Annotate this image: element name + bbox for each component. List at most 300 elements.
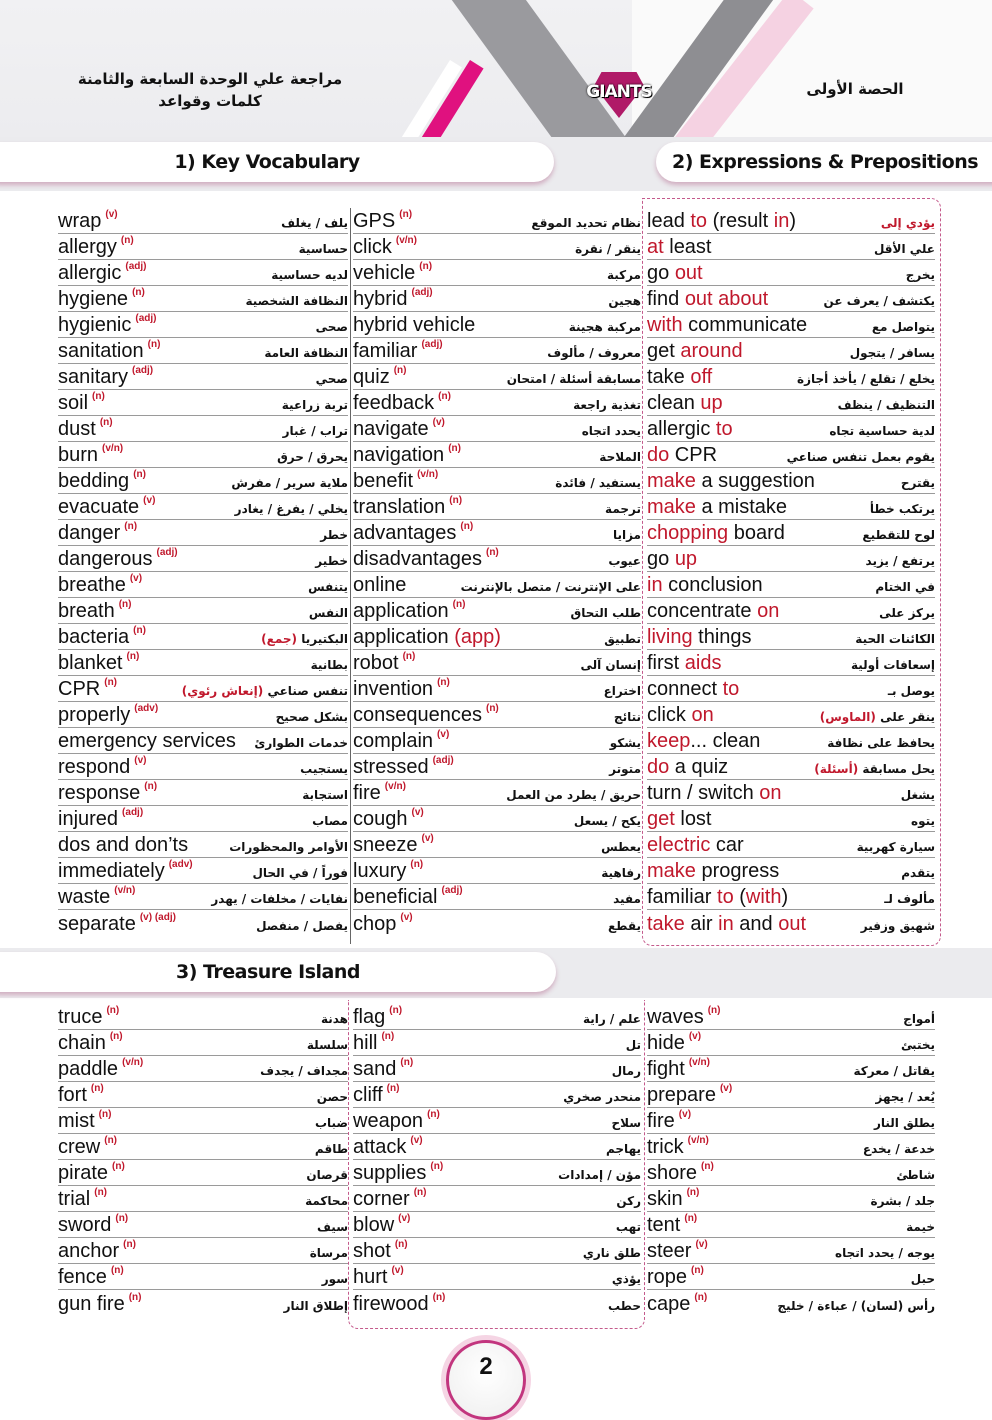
preposition-highlight: to [722,678,740,700]
part-of-speech: (n) [437,677,450,688]
expression-part: concentrate [647,600,758,622]
term-text: paddle [58,1058,119,1080]
part-of-speech: (n) [452,599,466,610]
part-of-speech: (n) [106,1005,120,1016]
preposition-highlight: keep [647,730,691,752]
arabic-meaning: يفصل / منفصل [256,919,348,933]
english-term [353,418,445,440]
term-text: sand [353,1058,397,1080]
english-term [58,782,157,804]
vocab-row [58,910,348,936]
expression-row [647,910,935,936]
expression-text [647,314,807,336]
part-of-speech: (v/n) [395,235,417,246]
expression-row [647,650,935,676]
preposition-highlight: out about [684,288,769,310]
vocab-row [647,1238,935,1264]
expression-part: ( [733,886,746,908]
arabic-meaning: يوصل بـ [887,684,935,698]
arabic-meaning: نتائج [613,710,641,724]
english-term [353,1214,410,1236]
expression-part: allergic [647,418,716,440]
english-term [58,756,147,778]
arabic-meaning: هجين [608,294,641,308]
english-term [58,392,105,414]
part-of-speech: (v/n) [688,1057,710,1068]
expression-part: click [647,704,692,726]
arabic-meaning: تربة زراعية [281,398,348,412]
part-of-speech: (n) [460,521,474,532]
arabic-note: (الماوس) [819,710,876,724]
part-of-speech: (v) [129,573,143,584]
expression-row [647,468,935,494]
part-of-speech: (adj) [441,885,463,896]
expression-part: connect [647,678,723,700]
term-text: complain [353,730,434,752]
arabic-meaning: مرساة [309,1246,348,1260]
arabic-meaning: عيوب [608,554,641,568]
preposition-highlight: get [647,808,675,830]
arabic-meaning: البكتيريا (جمع) [261,632,348,646]
english-term [58,262,146,284]
part-of-speech: (n) [115,1213,129,1224]
part-of-speech: (v) [398,1213,411,1224]
term-text: hybrid [353,288,408,310]
part-of-speech: (v) [719,1083,733,1094]
arabic-note: (إنعاش رئوي) [181,684,264,698]
arabic-meaning: جلد / بشرة [870,1194,935,1208]
term-text: blanket [58,652,123,674]
expression-text [647,418,733,440]
english-term [353,1266,404,1288]
preposition-highlight: with [745,886,782,908]
vocab-row [647,1030,935,1056]
arabic-meaning: النظافة العامة [264,346,348,360]
part-of-speech: (n) [419,261,433,272]
arabic-meaning: الأوامر والمحظورات [229,840,348,854]
part-of-speech: (v) [391,1265,404,1276]
english-term [647,1162,714,1184]
expressions-column [647,208,935,936]
vocab-row [58,832,348,858]
vocab-row [353,1212,641,1238]
arabic-meaning: ملاية سرير / مفرش [231,476,348,490]
expression-text [647,860,779,882]
arabic-meaning: يقوم بعمل تنفس صناعي [786,450,935,464]
term-text: gun fire [58,1293,125,1315]
vocab-row [353,364,641,390]
arabic-meaning: يسافر / يتجول [849,346,935,360]
term-highlight: (app) [454,626,501,648]
treasure-column-3 [647,1004,935,1316]
preposition-highlight: make [647,860,696,882]
english-term [58,1188,107,1210]
arabic-meaning: شهيق وزفير [860,919,935,933]
expression-row [647,598,935,624]
expression-text [647,704,714,726]
term-text: waste [58,886,111,908]
term-text: chain [58,1032,106,1054]
expression-text [647,678,739,700]
arabic-meaning: محاكمة [305,1194,348,1208]
vocab-row [58,286,348,312]
arabic-meaning: لوح للتقطيع [862,528,935,542]
expression-part: a quiz [669,756,729,778]
term-text: bacteria [58,626,130,648]
header-right-title: الحصة الأولى [806,80,904,98]
arabic-meaning: ترجمة [605,502,641,516]
vocab-row [58,1082,348,1108]
vocab-row [353,780,641,806]
english-term [58,1266,124,1288]
part-of-speech: (v) [410,1135,423,1146]
expression-text [647,730,760,752]
term-text: shore [647,1162,698,1184]
english-term [58,236,134,258]
expression-text [647,652,721,674]
english-term [353,1240,408,1262]
part-of-speech: (n) [118,599,132,610]
term-text: sanitation [58,340,144,362]
vocab-row [353,624,641,650]
part-of-speech: (n) [386,1083,400,1094]
term-text: familiar [353,340,418,362]
vocab-row [58,702,348,728]
part-of-speech: (v) [411,807,424,818]
english-term [58,522,137,544]
treasure-column-1 [58,1004,348,1316]
english-term [647,1110,691,1132]
vocab-row [647,1264,935,1290]
vocab-row [353,208,641,234]
arabic-meaning: يخلع / تقلع / يأخذ أجازة [797,372,935,386]
expression-text [647,210,796,232]
english-term [353,913,413,935]
english-term [353,1084,399,1106]
expression-text [647,340,743,362]
english-term [353,392,451,414]
english-term [58,340,160,362]
arabic-meaning: إطلاق النار [283,1299,348,1313]
term-text: dust [58,418,96,440]
expression-part: (result [707,210,774,232]
part-of-speech: (n) [694,1292,708,1303]
preposition-highlight: do [647,756,670,778]
english-term [353,1293,445,1315]
giants-logo [584,72,654,122]
expression-row [647,806,935,832]
term-text: online [353,574,407,596]
english-term [353,470,438,492]
preposition-highlight: aids [684,652,722,674]
term-text: burn [58,444,99,466]
part-of-speech: (n) [120,235,134,246]
term-text: truce [58,1006,103,1028]
english-term [353,678,450,700]
expression-row [647,728,935,754]
part-of-speech: (n) [449,495,463,506]
arabic-meaning: يتقدم [901,866,935,880]
expression-part: go [647,262,675,284]
vocab-row [353,338,641,364]
expression-row [647,208,935,234]
term-text: trick [647,1136,684,1158]
part-of-speech: (n) [90,1083,104,1094]
term-text: anchor [58,1240,120,1262]
arabic-meaning: مركبة [606,268,641,282]
vocab-row [353,910,641,936]
vocab-row [58,1004,348,1030]
vocab-row [58,676,348,702]
part-of-speech: (n) [430,1161,444,1172]
arabic-meaning: سور [321,1272,348,1286]
english-term [353,600,465,622]
expression-text [647,288,768,310]
term-text: application [353,626,449,648]
vocab-row [58,572,348,598]
english-term [353,860,423,882]
vocab-row [353,260,641,286]
part-of-speech: (n) [707,1005,721,1016]
english-term [353,808,424,830]
term-text: blow [353,1214,395,1236]
term-text: hill [353,1032,378,1054]
arabic-meaning: سيارة كهربية [856,840,935,854]
arabic-meaning: يستفيد / فائدة [555,476,641,490]
english-term [353,1136,423,1158]
arabic-meaning: حبل [910,1272,935,1286]
expression-text [647,600,779,622]
part-of-speech: (adj) [132,365,154,376]
arabic-meaning: يقطع [607,919,641,933]
vocab-row [353,598,641,624]
term-text: sword [58,1214,112,1236]
part-of-speech: (n) [485,703,499,714]
english-term [647,1032,701,1054]
section-title-key-vocabulary: 1) Key Vocabulary [0,142,554,182]
arabic-meaning: رأس (لسان) / عباءة / خليج [777,1299,935,1313]
expression-part: a mistake [695,496,788,518]
expression-row [647,702,935,728]
english-term [58,808,143,830]
part-of-speech: (n) [410,859,424,870]
english-term [58,704,158,726]
vocab-row [58,390,348,416]
expression-text [647,470,815,492]
vocab-row [58,1134,348,1160]
vocab-row [353,1160,641,1186]
english-term [58,418,113,440]
part-of-speech: (n) [104,677,118,688]
part-of-speech: (v) [105,209,118,220]
term-text: GPS [353,210,396,232]
term-text: prepare [647,1084,716,1106]
term-text: chop [353,913,397,935]
vocab-row [647,1082,935,1108]
part-of-speech: (n) [109,1031,123,1042]
preposition-highlight: off [690,366,713,388]
expression-text [647,366,712,388]
vocab-row [353,468,641,494]
vocab-row [58,312,348,338]
term-text: rope [647,1266,688,1288]
arabic-meaning: يطلق النار [873,1116,935,1130]
part-of-speech: (adj) [411,287,433,298]
term-text: hygiene [58,288,129,310]
term-text: pirate [58,1162,109,1184]
logo-text: GIANTS [586,82,652,102]
arabic-meaning: يحل مسابقة (أسئلة) [814,762,935,776]
vocab-row [58,520,348,546]
english-term [58,574,142,596]
term-text: click [353,236,392,258]
arabic-meaning: قرصان [306,1168,348,1182]
term-text: bedding [58,470,130,492]
part-of-speech: (n) [99,417,113,428]
term-text: crew [58,1136,101,1158]
expression-part: ) [789,210,796,232]
term-text: hide [647,1032,685,1054]
preposition-highlight: up [700,392,723,414]
arabic-meaning: يتواصل مع [871,320,935,334]
english-term [58,1084,104,1106]
part-of-speech: (n) [147,339,161,350]
arabic-meaning: أمواج [903,1012,935,1026]
part-of-speech: (adj) [432,755,454,766]
header-left-line2: كلمات وقواعد [158,92,262,110]
vocab-row [58,728,348,754]
arabic-meaning: خيمة [906,1220,935,1234]
expression-row [647,780,935,806]
english-term [353,1162,443,1184]
part-of-speech: (n) [394,1239,408,1250]
part-of-speech: (v) [421,833,434,844]
part-of-speech: (v/n) [122,1057,144,1068]
vocab-row [353,858,641,884]
term-text: quiz [353,366,390,388]
term-text: hurt [353,1266,388,1288]
expression-row [647,416,935,442]
part-of-speech: (n) [393,365,407,376]
term-text: breath [58,600,115,622]
term-text: allergic [58,262,122,284]
preposition-highlight: make [647,470,696,492]
term-text: translation [353,496,446,518]
expression-row [647,546,935,572]
arabic-meaning: ينقر / نقرة [575,242,641,256]
vocab-row [58,806,348,832]
vocab-row [58,650,348,676]
arabic-meaning: خطير [315,554,348,568]
vocab-row [58,1264,348,1290]
preposition-highlight: out [674,262,703,284]
vocab-row [353,832,641,858]
part-of-speech: (n) [128,1292,142,1303]
preposition-highlight: on [691,704,714,726]
term-text: stressed [353,756,429,778]
section-title-treasure-island: 3) Treasure Island [0,952,556,992]
page-number-badge [446,1340,526,1420]
vocab-row [58,416,348,442]
expression-part: air [684,913,719,935]
expression-part: ... clean [690,730,761,752]
vocab-row [58,1186,348,1212]
arabic-meaning: تنفس صناعي (إنعاش رئوي) [181,684,348,698]
part-of-speech: (adj) [122,807,144,818]
english-term [353,756,454,778]
english-term [647,1006,720,1028]
expression-row [647,884,935,910]
term-text: CPR [58,678,101,700]
arabic-meaning: يرتفع / يزيد [865,554,935,568]
english-term [58,288,145,310]
arabic-meaning: يؤدي إلى [880,216,935,230]
vocab-row [647,1134,935,1160]
arabic-meaning: يحدد اتجاه [581,424,641,438]
term-text: cape [647,1293,691,1315]
expression-row [647,390,935,416]
arabic-meaning: استجابة [302,788,348,802]
arabic-meaning: طلب التحاق [570,606,641,620]
term-text: respond [58,756,131,778]
header-left-line1: مراجعة علي الوحدة السابعة والثامنة [77,70,343,88]
preposition-highlight: take [647,913,685,935]
expression-part: clean [647,392,701,414]
arabic-meaning: حصن [316,1090,348,1104]
arabic-meaning: تطبيق [604,632,641,646]
arabic-meaning: يركز على [879,606,935,620]
vocab-row [58,208,348,234]
expression-part: find [647,288,685,310]
part-of-speech: (n) [132,287,145,298]
expression-part: get [647,340,681,362]
arabic-meaning: يخلي / يفرغ / يغادر [234,502,348,516]
arabic-meaning: تل [625,1038,641,1052]
vocab-row [353,572,641,598]
arabic-meaning: علي الأقل [873,242,935,256]
expression-text [647,808,712,830]
arabic-meaning: يُعد / يجهز [875,1090,935,1104]
term-text: fight [647,1058,685,1080]
vocab-row [353,546,641,572]
english-term [58,210,118,232]
vocab-row [647,1212,935,1238]
vocab-row [58,1160,348,1186]
part-of-speech: (adj) [421,339,443,350]
english-term [58,600,132,622]
term-text: emergency services [58,730,236,752]
expression-part: CPR [669,444,718,466]
arabic-meaning: مجداف / يجدف [260,1064,348,1078]
expression-part: lead [647,210,691,232]
expression-row [647,494,935,520]
arabic-meaning: مسابقة أسئلة / امتحان [506,372,641,386]
arabic-meaning: يختبئ [901,1038,935,1052]
term-text: wrap [58,210,102,232]
term-text: sneeze [353,834,418,856]
term-text: weapon [353,1110,424,1132]
english-term [353,496,462,518]
english-term [58,886,135,908]
preposition-highlight: chopping [647,522,729,544]
vocab-column-1 [58,208,348,936]
arabic-meaning: في الختام [875,580,935,594]
expression-text [647,262,703,284]
arabic-meaning: يحرق / حرق [277,450,348,464]
part-of-speech: (v) [143,495,156,506]
term-text: application [353,600,449,622]
arabic-meaning: النظافة الشخصية [245,294,348,308]
